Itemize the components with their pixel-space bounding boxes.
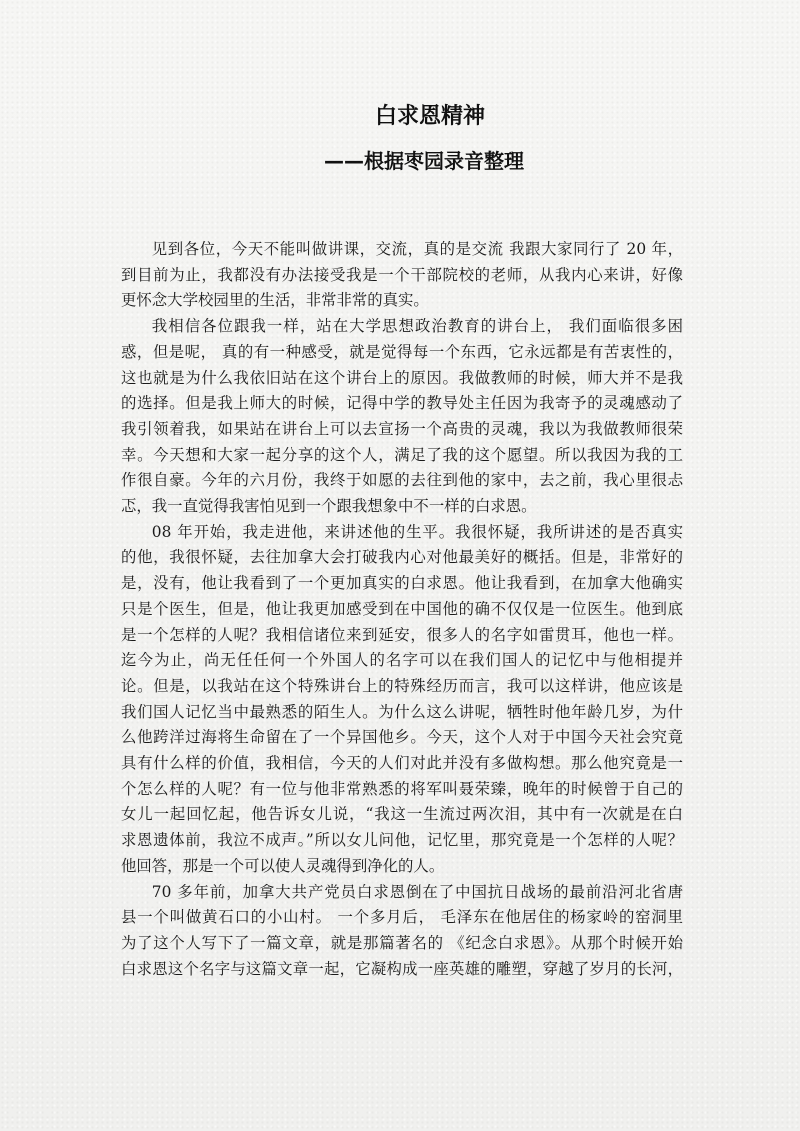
paragraph bbox=[121, 880, 683, 983]
text-line: 论。但是，以我站在这个特殊讲台上的特殊经历而言，我可以这样讲，他应该是 bbox=[121, 676, 683, 695]
paragraph bbox=[121, 237, 683, 314]
text-line: 是一个怎样的人呢？我相信诸位来到延安，很多人的名字如雷贯耳，他也一样。 bbox=[121, 625, 683, 644]
text-line: 这也就是为什么我依旧站在这个讲台上的原因。我做教师的时候，师大并不是我 bbox=[121, 368, 683, 387]
text-line: 个怎么样的人呢？有一位与他非常熟悉的将军叫聂荣臻，晚年的时候曾于自己的 bbox=[121, 779, 683, 798]
text-line: 的选择。但是我上师大的时候，记得中学的教导处主任因为我寄予的灵魂感动了 bbox=[121, 394, 683, 413]
paragraph bbox=[121, 314, 683, 520]
text-line: 我引领着我，如果站在讲台上可以去宣扬一个高贵的灵魂，我以为我做教师很荣 bbox=[121, 419, 683, 438]
text-line: 么他跨洋过海将生命留在了一个异国他乡。今天，这个人对于中国今天社会究竟 bbox=[121, 728, 683, 747]
text-line: 是，没有，他让我看到了一个更加真实的白求恩。他让我看到，在加拿大他确实 bbox=[121, 574, 683, 593]
text-line: 具有什么样的价值，我相信，今天的人们对此并没有多做构想。那么他究竟是一 bbox=[121, 754, 683, 773]
text-line: 更怀念大学校园里的生活，非常非常的真实。 bbox=[121, 291, 429, 310]
text-line: 作很自豪。今年的六月份，我终于如愿的去往到他的家中，去之前，我心里很忐 bbox=[121, 471, 683, 490]
text-line: 幸。今天想和大家一起分享的这个人，满足了我的这个愿望。所以我因为我的工 bbox=[121, 445, 683, 464]
text-line: 到目前为止，我都没有办法接受我是一个干部院校的老师，从我内心来讲，好像 bbox=[121, 265, 683, 284]
text-line: 县一个叫做黄石口的小山村。 一个多月后， 毛泽东在他居住的杨家岭的窑洞里 bbox=[121, 908, 683, 927]
document-subtitle: ——根据枣园录音整理 bbox=[324, 149, 524, 173]
document-title: 白求恩精神 bbox=[374, 104, 485, 129]
text-line: 迄今为止，尚无任任何一个外国人的名字可以在我们国人的记忆中与他相提并 bbox=[121, 651, 683, 670]
text-line: 白求恩这个名字与这篇文章一起，它凝构成一座英雄的雕塑，穿越了岁月的长河， bbox=[121, 959, 683, 978]
text-line: 见到各位，今天不能叫做讲课，交流，真的是交流 我跟大家同行了 20 年， bbox=[151, 240, 683, 258]
text-line: 08 年开始，我走进他，来讲述他的生平。我很怀疑，我所讲述的是否真实 bbox=[151, 522, 683, 541]
text-line: 他回答，那是一个可以使人灵魂得到净化的人。 bbox=[121, 856, 445, 875]
text-line: 我相信各位跟我一样，站在大学思想政治教育的讲台上， 我们面临很多困 bbox=[151, 317, 683, 336]
text-line: 求恩遗体前，我泣不成声。”所以女儿问他，记忆里，那究竟是一个怎样的人呢？ bbox=[121, 831, 683, 850]
text-line: 我们国人记忆当中最熟悉的陌生人。为什么这么讲呢，牺牲时他年龄几岁，为什 bbox=[121, 702, 683, 721]
text-line: 女儿一起回忆起，他告诉女儿说，“我这一生流过两次泪，其中有一次就是在白 bbox=[121, 805, 683, 824]
text-line: 忑，我一直觉得我害怕见到一个跟我想象中不一样的白求恩。 bbox=[121, 497, 537, 516]
text-line: 只是个医生，但是，他让我更加感受到在中国他的确不仅仅是一位医生。他到底 bbox=[121, 599, 683, 618]
text-line: 70 多年前，加拿大共产党员白求恩倒在了中国抗日战场的最前沿河北省唐 bbox=[151, 882, 683, 901]
text-line: 为了这个人写下了一篇文章，就是那篇著名的 《纪念白求恩》。从那个时候开始 bbox=[121, 933, 683, 952]
text-line: 惑，但是呢， 真的有一种感受，就是觉得每一个东西，它永远都是有苦衷性的， bbox=[121, 342, 683, 361]
text-line: 的他，我很怀疑，去往加拿大会打破我内心对他最美好的概括。但是，非常好的 bbox=[121, 548, 683, 567]
paragraph bbox=[121, 520, 683, 880]
document-body bbox=[121, 237, 683, 982]
